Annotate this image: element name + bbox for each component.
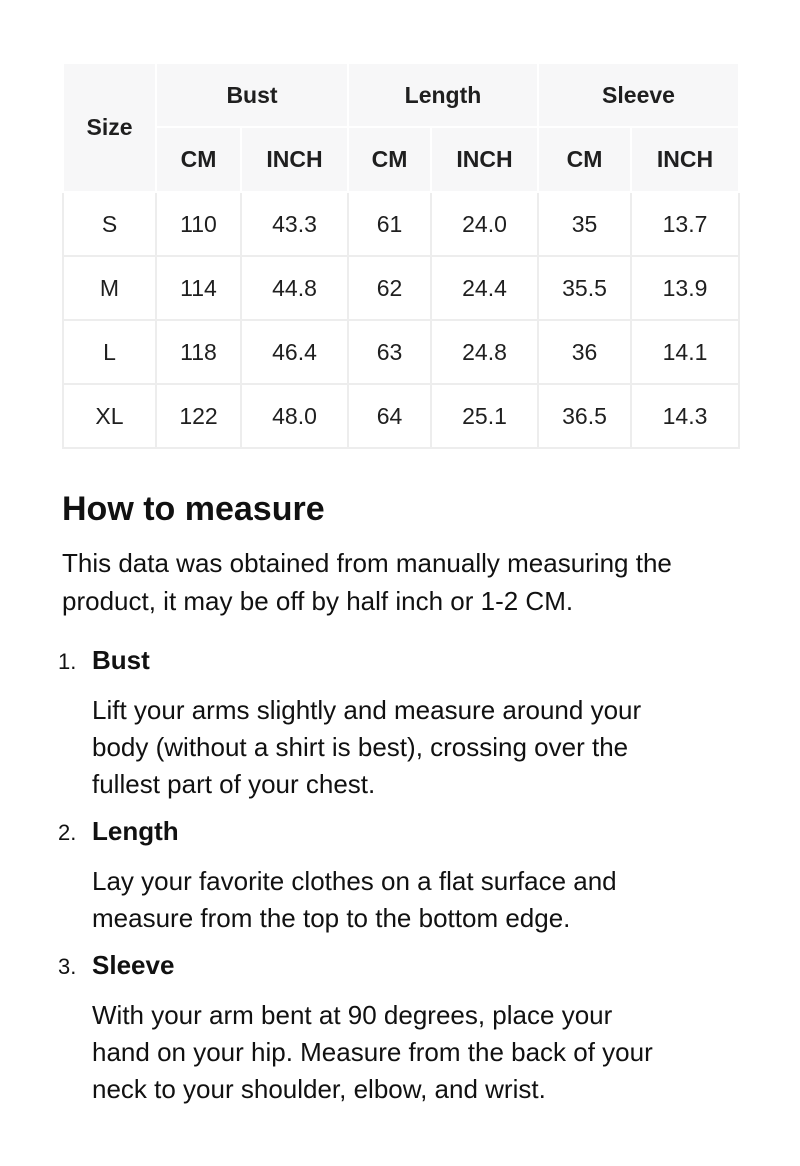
bust-inch-header: INCH: [241, 127, 348, 192]
bust-group-header: Bust: [156, 63, 348, 127]
bust-inch-cell: 46.4: [241, 320, 348, 384]
list-item-bust: [58, 644, 738, 803]
length-inch-header: INCH: [431, 127, 538, 192]
step-heading: [58, 949, 738, 983]
list-item-sleeve: [58, 949, 738, 1108]
sleeve-cm-cell: 35: [538, 192, 631, 256]
table-row-xl: [63, 384, 739, 448]
size-column-header: Size: [63, 63, 156, 192]
length-inch-cell: 24.8: [431, 320, 538, 384]
length-cm-cell: 61: [348, 192, 431, 256]
measure-steps-list: [58, 644, 738, 1108]
bust-cm-cell: 114: [156, 256, 241, 320]
sleeve-inch-cell: 13.9: [631, 256, 739, 320]
step-number: 1.: [58, 649, 77, 674]
section-title: How to measure: [62, 490, 325, 528]
table-row-m: [63, 256, 739, 320]
sleeve-inch-cell: 14.1: [631, 320, 739, 384]
step-term: Length: [92, 816, 179, 846]
sleeve-cm-header: CM: [538, 127, 631, 192]
bust-inch-cell: 48.0: [241, 384, 348, 448]
bust-cm-cell: 122: [156, 384, 241, 448]
length-cm-header: CM: [348, 127, 431, 192]
size-cell: S: [63, 192, 156, 256]
table-row-l: [63, 320, 739, 384]
step-term: Sleeve: [92, 950, 175, 980]
size-cell: XL: [63, 384, 156, 448]
step-number: 3.: [58, 954, 77, 979]
measure-disclaimer-text: This data was obtained from manually measuring the product, it may be off by half inch or 1-2 CM.: [62, 548, 672, 616]
step-heading: [58, 815, 738, 849]
bust-inch-cell: 44.8: [241, 256, 348, 320]
size-chart-table: [62, 62, 740, 449]
length-group-header: Length: [348, 63, 538, 127]
sleeve-inch-header: INCH: [631, 127, 739, 192]
length-cm-cell: 62: [348, 256, 431, 320]
how-to-measure-section: [58, 489, 738, 1108]
length-inch-cell: 25.1: [431, 384, 538, 448]
size-cell: M: [63, 256, 156, 320]
bust-cm-header: CM: [156, 127, 241, 192]
length-cm-cell: 63: [348, 320, 431, 384]
table-row-s: [63, 192, 739, 256]
sleeve-cm-cell: 35.5: [538, 256, 631, 320]
bust-cm-cell: 110: [156, 192, 241, 256]
sleeve-group-header: Sleeve: [538, 63, 739, 127]
bust-cm-cell: 118: [156, 320, 241, 384]
step-description: With your arm bent at 90 degrees, place your hand on your hip. Measure from the back of your neck to your shoulder, elbow, and wrist.: [92, 1000, 653, 1104]
size-cell: L: [63, 320, 156, 384]
step-description: Lay your favorite clothes on a flat surface and measure from the top to the bottom edge.: [92, 866, 617, 933]
length-inch-cell: 24.0: [431, 192, 538, 256]
step-description: Lift your arms slightly and measure around your body (without a shirt is best), crossing over the fullest part of your chest.: [92, 695, 642, 799]
step-heading: [58, 644, 738, 678]
length-inch-cell: 24.4: [431, 256, 538, 320]
sleeve-inch-cell: 14.3: [631, 384, 739, 448]
bust-inch-cell: 43.3: [241, 192, 348, 256]
length-cm-cell: 64: [348, 384, 431, 448]
sleeve-inch-cell: 13.7: [631, 192, 739, 256]
sleeve-cm-cell: 36.5: [538, 384, 631, 448]
step-term: Bust: [92, 645, 150, 675]
list-item-length: [58, 815, 738, 937]
sleeve-cm-cell: 36: [538, 320, 631, 384]
step-number: 2.: [58, 820, 77, 845]
